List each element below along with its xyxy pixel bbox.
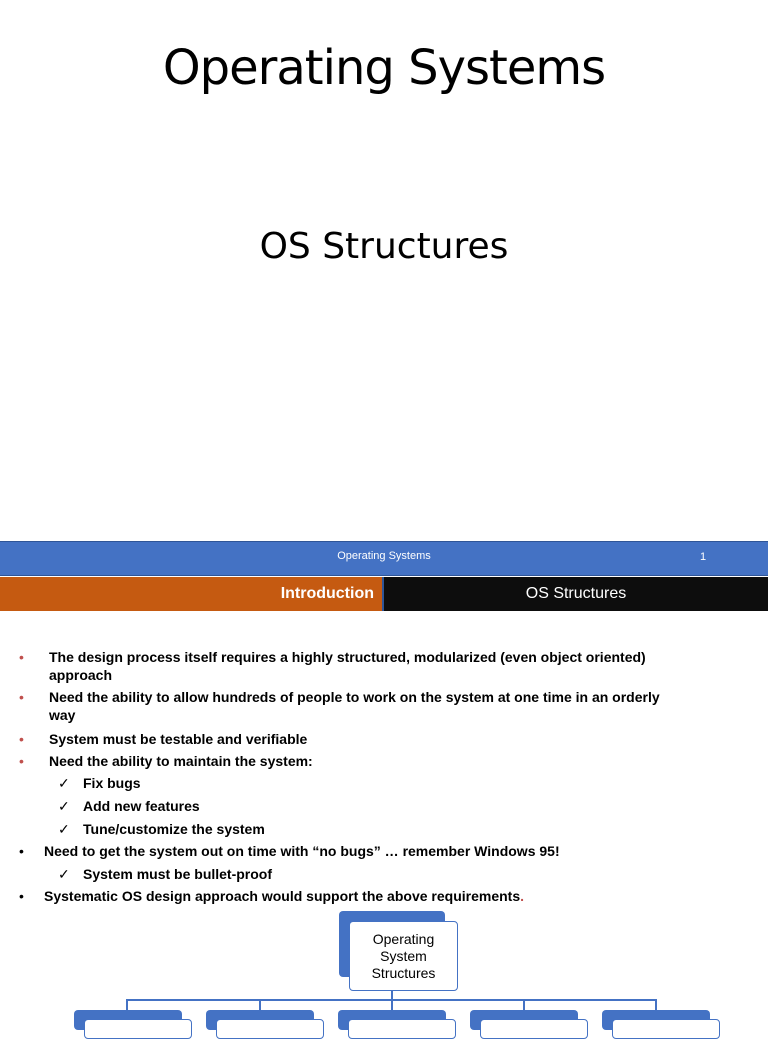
diagram-root-box: Operating System Structures <box>349 921 458 991</box>
section-label: Introduction <box>0 577 384 611</box>
bullet-dot: • <box>19 649 24 665</box>
checkmark-icon: ✓ <box>58 821 70 837</box>
bullet-item: Need the ability to allow hundreds of people to work on the system at one time in an orderly way <box>49 689 660 723</box>
checkmark-icon: ✓ <box>58 775 70 791</box>
sub-item: Fix bugs <box>83 775 141 791</box>
slide-subtitle: OS Structures <box>259 226 509 267</box>
topic-label: OS Structures <box>384 577 768 611</box>
sub-item: System must be bullet-proof <box>83 866 273 882</box>
diagram-child-box <box>348 1019 456 1039</box>
slide-title: Operating Systems <box>162 40 606 96</box>
bullet-item: Need the ability to maintain the system: <box>49 753 313 769</box>
bullet-item: The design process itself requires a highly structured, modularized (even object oriented) approach <box>49 649 646 683</box>
bullet-item: Need to get the system out on time with “no bugs” … remember Windows 95! <box>44 843 560 859</box>
bullet-dot: • <box>19 888 24 904</box>
slide-number: 1 <box>700 551 707 563</box>
header-title: Operating Systems <box>337 550 431 562</box>
diagram-child-box <box>480 1019 588 1039</box>
diagram-child-box <box>216 1019 324 1039</box>
bullet-item: Systematic OS design approach would support the above requirements. <box>44 888 524 904</box>
bullet-dot: • <box>19 753 24 769</box>
bullet-dot: • <box>19 731 24 747</box>
bullet-item: System must be testable and verifiable <box>49 731 308 747</box>
checkmark-icon: ✓ <box>58 798 70 814</box>
checkmark-icon: ✓ <box>58 866 70 882</box>
diagram-child-box <box>612 1019 720 1039</box>
sub-item: Add new features <box>83 798 200 814</box>
slide-header <box>0 541 768 576</box>
bullet-dot: • <box>19 689 24 705</box>
diagram-child-box <box>84 1019 192 1039</box>
sub-item: Tune/customize the system <box>83 821 265 837</box>
bullet-dot: • <box>19 843 24 859</box>
